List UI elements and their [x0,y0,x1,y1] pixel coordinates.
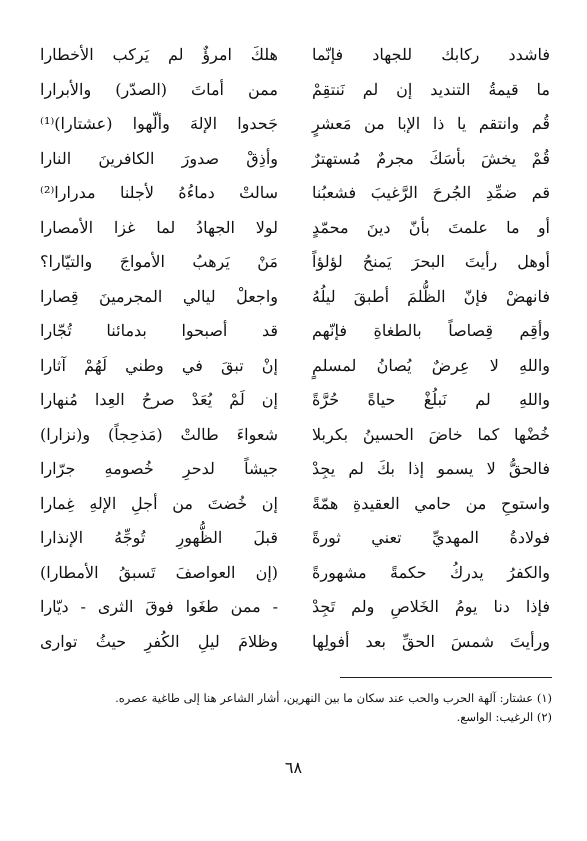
left-hemistich: إنْ تبقَ في وطني لَهُمْ آثارا [40,355,278,375]
footnote-separator [340,677,552,678]
verse-line [40,383,550,418]
verse-line [40,73,550,108]
left-hemistich: إن لَمْ يُعَدْ صرحُ العِدا مُنهارا [40,390,278,410]
verse-line [40,418,550,453]
verse-line [40,314,550,349]
left-hemistich: قبلَ الظُّهورِ تُوجِّهُ الإنذارا [40,528,278,548]
left-hemistich: مَنْ يَرهبُ الأمواجَ والتيّارا؟ [40,252,278,272]
verse-line [40,107,550,142]
footnote-2: (٢) الرغيب: الواسع. [456,710,552,724]
left-hemistich: هلكَ امرؤٌ لم يَركب الأخطارا [40,45,278,65]
verse-line [40,38,550,73]
verse-line [40,349,550,384]
right-hemistich: ما قيمةُ التنديد إن لم نَنتقِمْ [312,79,550,99]
verse-line [40,452,550,487]
right-hemistich: واللهِ لا عِرضٌ يُصانُ لمسلمٍ [312,355,550,375]
left-hemistich: سالتْ دماءُهُ لأجلنا مدرارا⁽²⁾ [40,183,278,203]
verse-line [40,521,550,556]
right-hemistich: واستوحِ من حامي العقيدةِ همّةً [312,493,550,513]
verse-line [40,176,550,211]
footnotes [40,689,552,727]
right-hemistich: فانهضْ فإنّ الظُّلمَ أطبقَ ليلُهُ [312,286,550,306]
left-hemistich: قد أصبحوا بدمائنا تُجّارا [40,321,278,341]
poem [40,38,550,659]
right-hemistich: والكفرُ يدركُ حكمةً مشهورةً [312,562,550,582]
right-hemistich: ورأيتَ شمسَ الحقِّ بعد أفولِها [312,631,550,651]
left-hemistich: وأذِقْ صدورَ الكافرينَ النارا [40,148,278,168]
right-hemistich: واللهِ لم نَبلُغْ حياةً حُرَّةً [312,390,550,410]
right-hemistich: فاشدد ركابك للجهاد فإنّما [312,45,550,65]
verse-line [40,487,550,522]
left-hemistich: (إن العواصفَ تَسبقُ الأمطارا) [40,562,278,582]
left-hemistich: جَحدوا الإلهَ وألّهوا (عشتارا)⁽¹⁾ [40,114,278,134]
left-hemistich: - ممن طغَوا فوقَ الثرى - ديّارا [40,597,278,617]
verse-line [40,211,550,246]
right-hemistich: وأقِم قِصاصاً بالطغاةِ فإنّهم [312,321,550,341]
left-hemistich: ممن أماتَ (الصدّر) والأبرارا [40,79,278,99]
footnote-1: (١) عشتار: آلهة الحرب والحب عند سكان ما بين النهرين، أشار الشاعر هنا إلى طاغية عصره. [115,691,552,705]
right-hemistich: قُم وانتقم يا ذا الإبا من مَعشرٍ [312,114,550,134]
verse-line [40,142,550,177]
page-number: ٦٨ [284,758,303,777]
verse-line [40,280,550,315]
right-hemistich: قم ضمِّدِ الجُرحَ الرَّغيبَ فشعبُنا [312,183,550,203]
left-hemistich: إن خُضتَ من أجلِ الإلهِ غِمارا [40,493,278,513]
verse-line [40,556,550,591]
verse-line [40,625,550,660]
right-hemistich: أوهل رأيتَ البحرَ يَمنحُ لؤلؤاً [312,252,550,272]
right-hemistich: خُضْها كما خاضَ الحسينُ بكربلا [312,424,550,444]
verse-line [40,245,550,280]
left-hemistich: لولا الجهادُ لما غزا الأمصارا [40,217,278,237]
verse-line [40,590,550,625]
right-hemistich: قُمْ يخشَ بأسَكَ مجرمٌ مُستهترٌ [312,148,550,168]
left-hemistich: وظلامَ ليلِ الكُفرِ حيثُ توارى [40,631,278,651]
left-hemistich: شعواءَ طالتْ (مَذحِجاً) و(نزارا) [40,424,278,444]
right-hemistich: فإذا دنا يومُ الخَلاصِ ولم تَجِدْ [312,597,550,617]
right-hemistich: أو ما علمتَ بأنّ دينَ محمّدٍ [312,217,550,237]
right-hemistich: فولادةُ المهديِّ تعني ثورةً [312,528,550,548]
left-hemistich: واجعلْ ليالي المجرمينَ قِصارا [40,286,278,306]
left-hemistich: جيشاً لدحرِ خُصومهِ جرّارا [40,459,278,479]
right-hemistich: فالحقُّ لا يسمو إذا بكَ لم يجِدْ [312,459,550,479]
